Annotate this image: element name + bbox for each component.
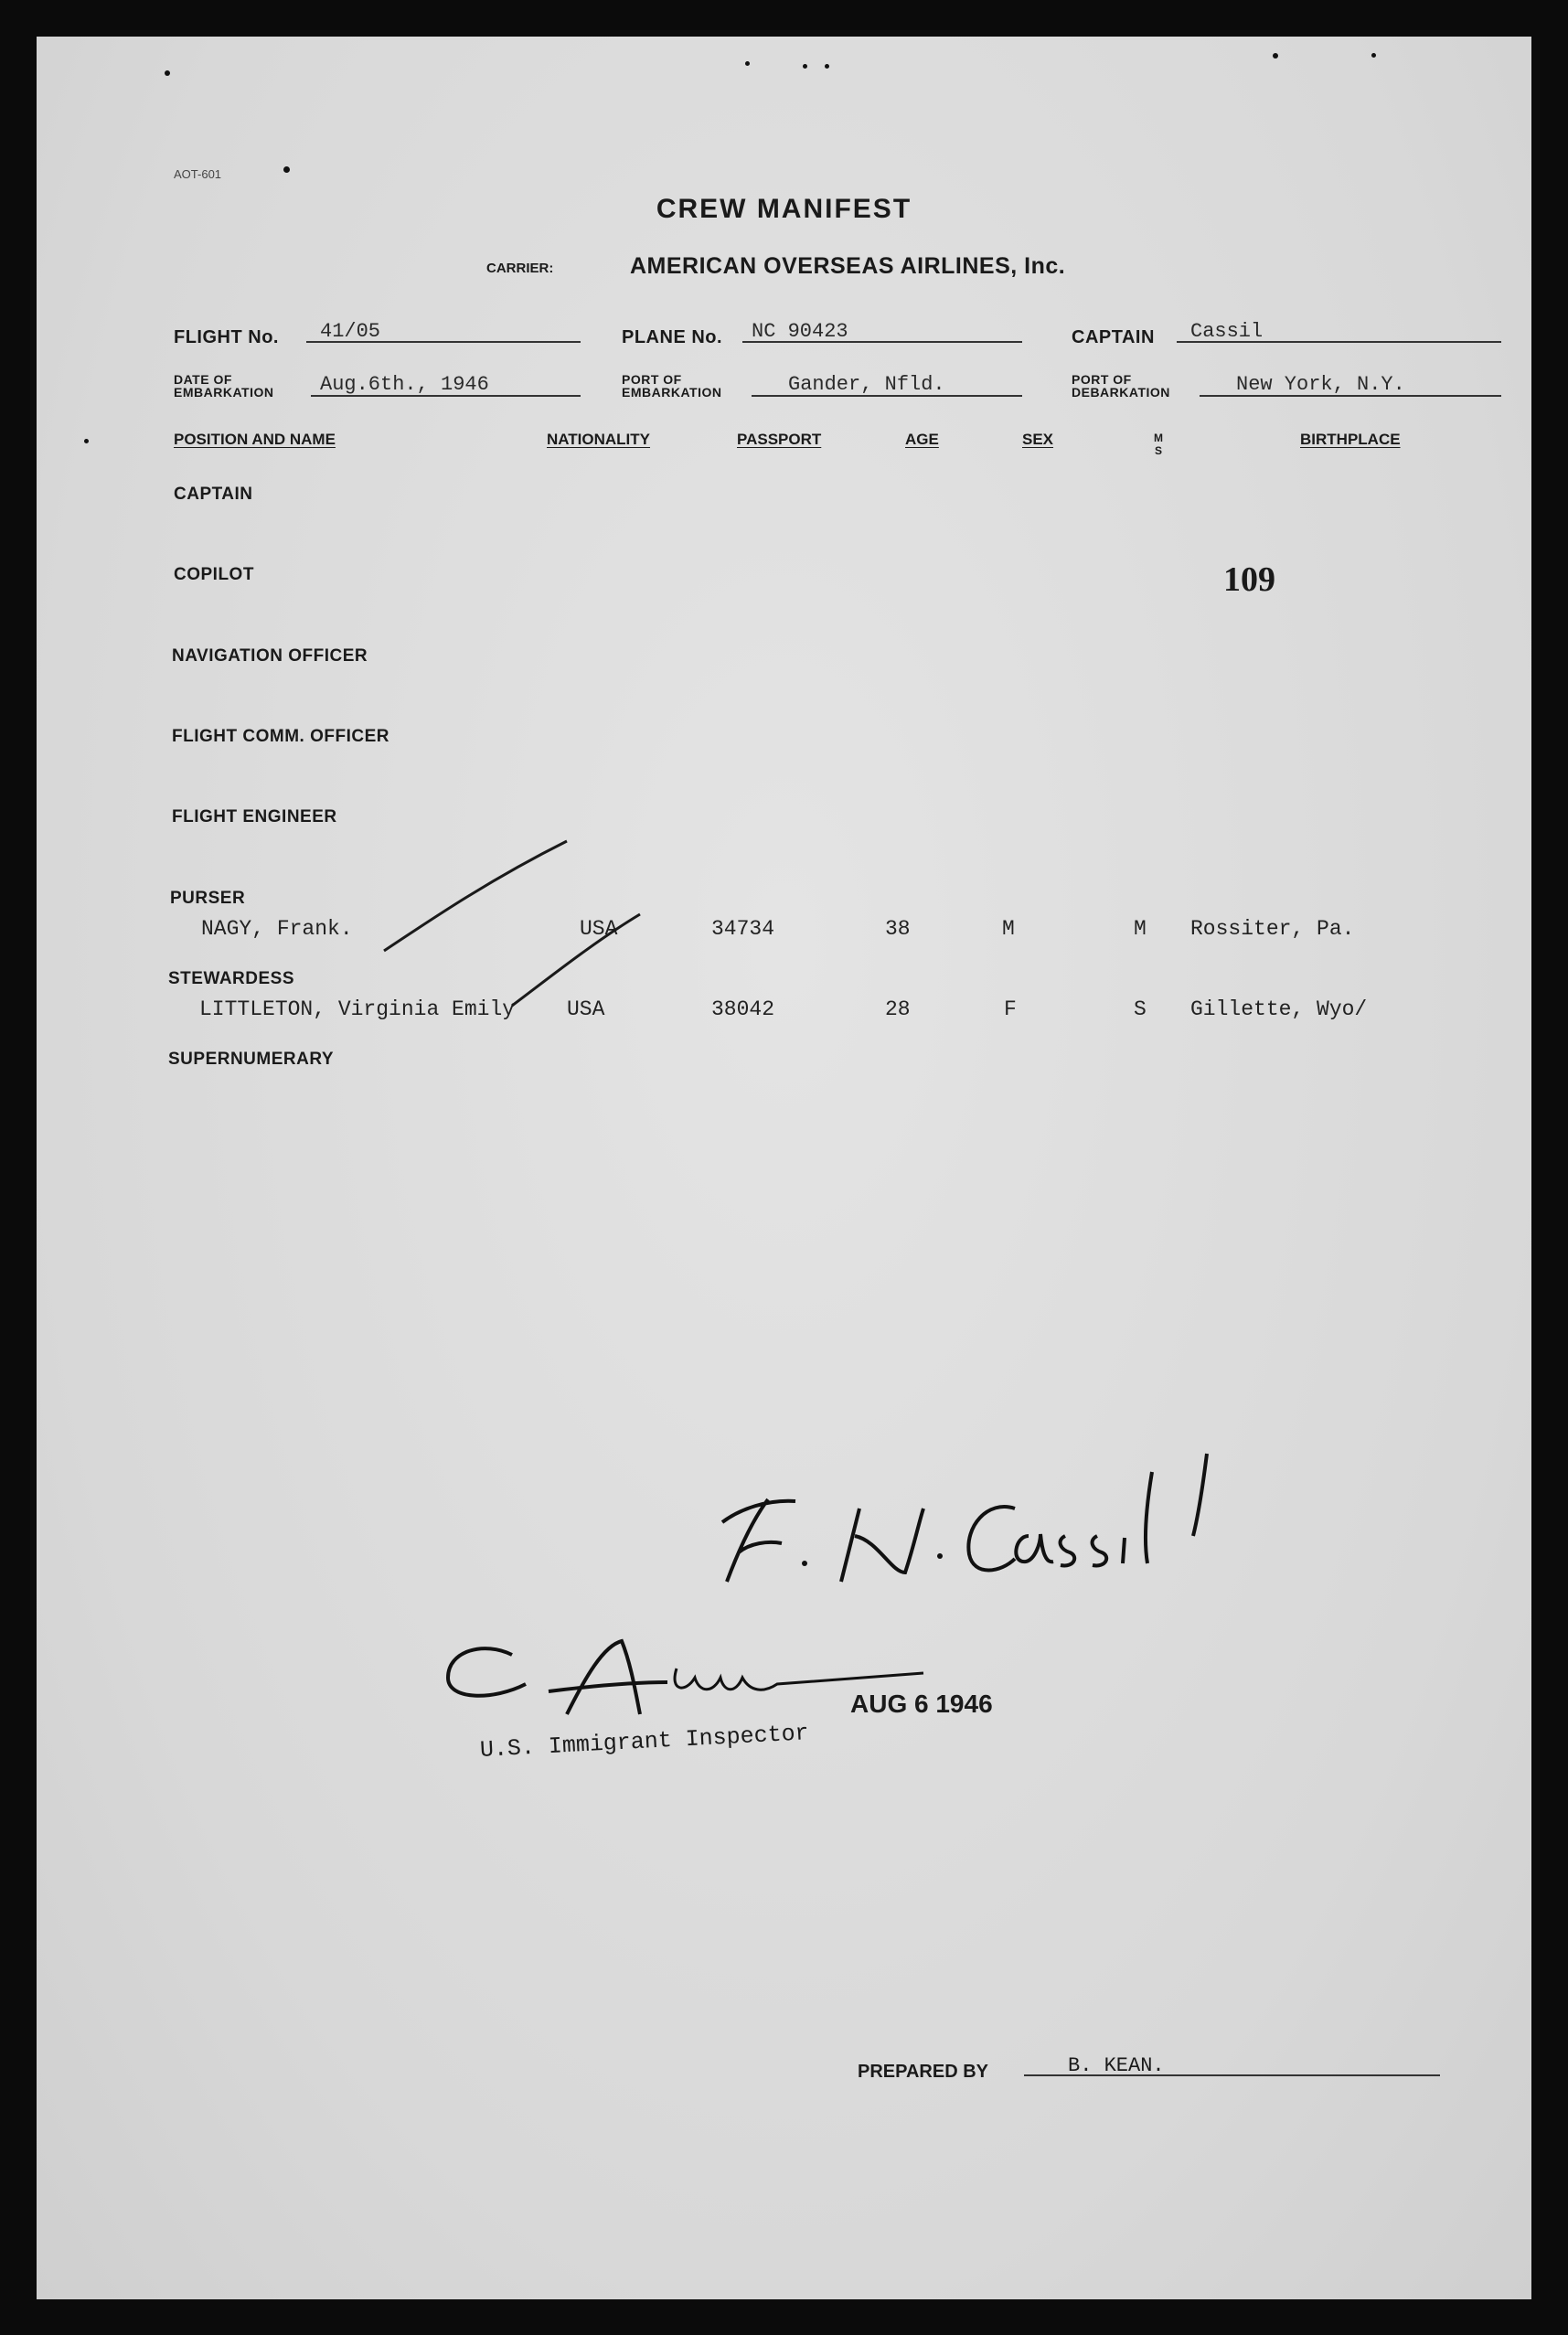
speck xyxy=(84,439,89,443)
port-embarkation-label xyxy=(622,373,721,399)
position-stewardess: STEWARDESS xyxy=(168,969,295,988)
port-deb-underline xyxy=(1200,395,1501,397)
port-emb-underline xyxy=(752,395,1022,397)
crew-2-sex: F xyxy=(1004,997,1017,1021)
port-emb-label-line2: EMBARKATION xyxy=(622,385,722,400)
position-navigation-officer: NAVIGATION OFFICER xyxy=(172,646,368,666)
carrier-label: CARRIER: xyxy=(486,261,554,276)
crew-1-marital: M xyxy=(1134,917,1147,941)
crew-1-birthplace: Rossiter, Pa. xyxy=(1190,917,1355,941)
carrier-value: AMERICAN OVERSEAS AIRLINES, Inc. xyxy=(630,253,1066,279)
speck xyxy=(803,64,807,69)
crew-1-name: NAGY, Frank. xyxy=(201,917,353,941)
col-sex-header: SEX xyxy=(1022,431,1054,448)
crew-1-sex: M xyxy=(1002,917,1015,941)
position-copilot: COPILOT xyxy=(174,565,254,584)
position-supernumerary: SUPERNUMERARY xyxy=(168,1050,335,1069)
speck xyxy=(745,61,750,66)
crew-2-nationality: USA xyxy=(567,997,605,1021)
crew-2-passport: 38042 xyxy=(711,997,775,1021)
port-deb-label-line1: PORT OF xyxy=(1072,372,1132,387)
page-title: CREW MANIFEST xyxy=(656,194,912,224)
captain-underline xyxy=(1177,341,1501,343)
crew-2-age: 28 xyxy=(885,997,911,1021)
col-birthplace-header: BIRTHPLACE xyxy=(1300,431,1401,448)
plane-value: NC 90423 xyxy=(752,320,848,343)
col-passport-header: PASSPORT xyxy=(737,431,822,448)
captain-field-value: Cassil xyxy=(1190,320,1264,343)
date-value: Aug.6th., 1946 xyxy=(320,373,489,396)
port-deb-label-line2: DEBARKATION xyxy=(1072,385,1170,400)
crew-1-nationality: USA xyxy=(580,917,618,941)
form-code: AOT-601 xyxy=(174,167,222,181)
prepared-by-underline xyxy=(1024,2074,1440,2076)
plane-underline xyxy=(742,341,1022,343)
inspector-label: U.S. Immigrant Inspector xyxy=(479,1720,810,1764)
pen-stroke xyxy=(384,841,567,951)
crew-2-marital: S xyxy=(1134,997,1147,1021)
flight-label: FLIGHT No. xyxy=(174,327,279,347)
position-purser: PURSER xyxy=(170,889,246,908)
speck xyxy=(1273,53,1278,59)
col-position-header: POSITION AND NAME xyxy=(174,431,336,448)
flight-underline xyxy=(306,341,581,343)
port-embarkation-value: Gander, Nfld. xyxy=(788,373,945,396)
position-flight-comm-officer: FLIGHT COMM. OFFICER xyxy=(172,727,389,746)
page-number-stamp: 109 xyxy=(1223,560,1275,599)
speck xyxy=(825,64,829,69)
speck xyxy=(165,70,170,76)
col-marital-header xyxy=(1154,432,1163,457)
port-emb-label-line1: PORT OF xyxy=(622,372,682,387)
prepared-by-label: PREPARED BY xyxy=(858,2062,988,2082)
position-flight-engineer: FLIGHT ENGINEER xyxy=(172,807,337,826)
col-ms-s: S xyxy=(1154,444,1162,457)
captain-signature xyxy=(695,1435,1262,1609)
pen-stroke xyxy=(512,914,640,1006)
col-ms-m: M xyxy=(1154,432,1163,444)
port-debarkation-value: New York, N.Y. xyxy=(1236,373,1405,396)
plane-label: PLANE No. xyxy=(622,327,723,347)
col-age-header: AGE xyxy=(905,431,939,448)
prepared-by-value: B. KEAN. xyxy=(1068,2054,1165,2077)
date-underline xyxy=(311,395,581,397)
date-label-line1: DATE OF xyxy=(174,372,232,387)
port-debarkation-label xyxy=(1072,373,1170,399)
position-captain: CAPTAIN xyxy=(174,485,253,504)
speck xyxy=(283,166,290,173)
crew-2-birthplace: Gillette, Wyo/ xyxy=(1190,997,1368,1021)
speck xyxy=(1371,53,1376,58)
date-label xyxy=(174,373,273,399)
flight-value: 41/05 xyxy=(320,320,381,343)
pen-strike-marks xyxy=(375,823,667,1033)
crew-2-name: LITTLETON, Virginia Emily xyxy=(199,997,516,1021)
crew-1-passport: 34734 xyxy=(711,917,775,941)
manifest-sheet xyxy=(37,37,1531,2299)
captain-field-label: CAPTAIN xyxy=(1072,327,1155,347)
date-label-line2: EMBARKATION xyxy=(174,385,274,400)
crew-1-age: 38 xyxy=(885,917,911,941)
col-nationality-header: NATIONALITY xyxy=(547,431,651,448)
date-stamp: AUG 6 1946 xyxy=(850,1690,993,1718)
